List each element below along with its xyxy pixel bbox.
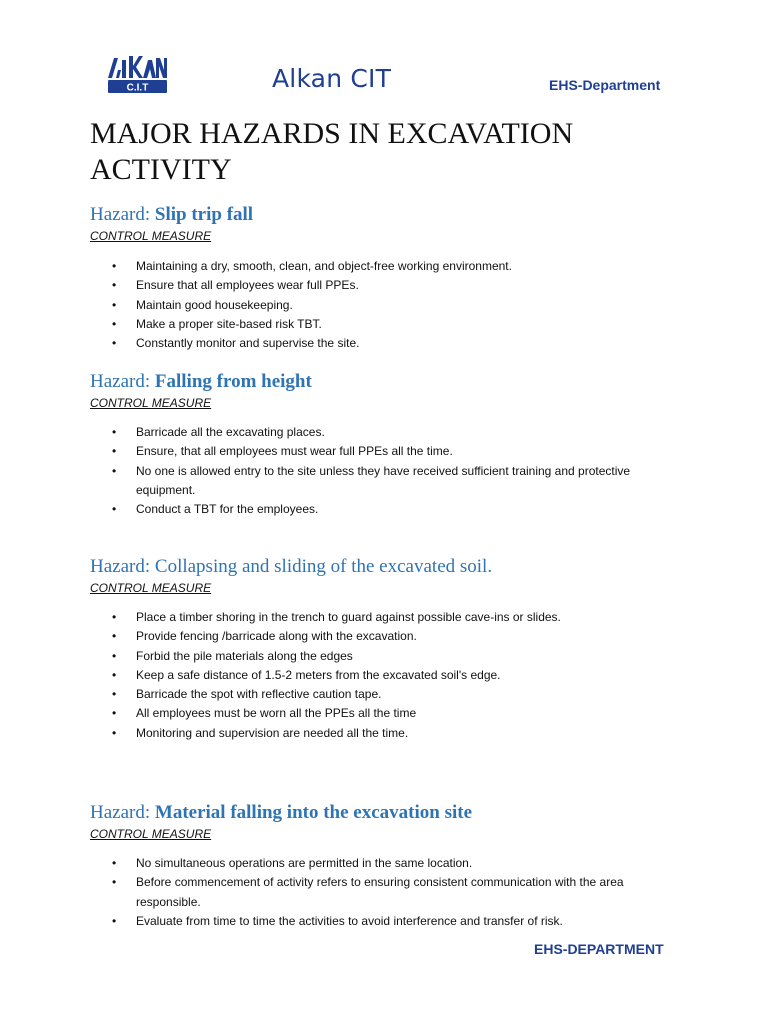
list-item: • Provide fencing /barricade along with the excavation. — [110, 627, 670, 646]
list-item: • Place a timber shoring in the trench to guard against possible cave-ins or slides. — [110, 608, 670, 627]
list-item: • Ensure, that all employees must wear full PPEs all the time. — [110, 442, 670, 461]
hazard-heading — [90, 802, 690, 824]
page-header — [0, 0, 768, 110]
control-measure-label: CONTROL MEASURE — [90, 229, 212, 243]
hazard-section-material-falling — [90, 802, 690, 928]
control-measure-label: CONTROL MEASURE — [90, 581, 212, 595]
hazard-section-slip-trip-fall — [90, 204, 690, 351]
control-measure-list — [110, 423, 670, 519]
hazard-name: Material falling into the excavation site — [154, 802, 473, 823]
control-measure-list — [110, 854, 670, 931]
list-item: • Maintain good housekeeping. — [110, 296, 670, 315]
document-title: MAJOR HAZARDS IN EXCAVATION ACTIVITY — [90, 117, 574, 186]
list-item: • Barricade the spot with reflective caution tape. — [110, 685, 670, 704]
hazard-section-collapsing-soil — [90, 556, 690, 740]
hazard-name: Collapsing and sliding of the excavated soil. — [154, 556, 493, 577]
hazard-prefix: Hazard: — [90, 371, 155, 392]
alkan-logo-icon — [106, 50, 168, 94]
hazard-prefix: Hazard: — [90, 556, 155, 577]
hazard-prefix: Hazard: — [90, 802, 155, 823]
list-item: • Ensure that all employees wear full PPEs. — [110, 276, 670, 295]
logo-subtext: C.I.T — [126, 82, 149, 94]
list-item: • Forbid the pile materials along the edges — [110, 647, 670, 666]
list-item: • Barricade all the excavating places. — [110, 423, 670, 442]
list-item: • Make a proper site-based risk TBT. — [110, 315, 670, 334]
hazard-heading — [90, 556, 690, 578]
list-item: • Keep a safe distance of 1.5-2 meters from the excavated soil's edge. — [110, 666, 670, 685]
list-item: • Conduct a TBT for the employees. — [110, 500, 670, 519]
company-name: Alkan CIT — [272, 64, 392, 93]
list-item: • Maintaining a dry, smooth, clean, and object-free working environment. — [110, 257, 670, 276]
hazard-section-falling-from-height — [90, 371, 690, 517]
control-measure-list — [110, 257, 670, 353]
list-item: • All employees must be worn all the PPEs all the time — [110, 704, 670, 723]
hazard-name: Slip trip fall — [154, 204, 254, 225]
list-item: • Constantly monitor and supervise the site. — [110, 334, 670, 353]
hazard-heading — [90, 204, 690, 226]
hazard-heading — [90, 371, 690, 393]
control-measure-label: CONTROL MEASURE — [90, 827, 212, 841]
control-measure-label: CONTROL MEASURE — [90, 396, 212, 410]
hazard-name: Falling from height — [154, 371, 312, 392]
list-item: • No simultaneous operations are permitted in the same location. — [110, 854, 670, 873]
list-item: • No one is allowed entry to the site unless they have received sufficient training and protective equipment. — [110, 462, 670, 501]
department-label: EHS-Department — [549, 77, 661, 93]
hazard-prefix: Hazard: — [90, 204, 155, 225]
control-measure-list — [110, 608, 670, 743]
list-item: • Evaluate from time to time the activities to avoid interference and transfer of risk. — [110, 912, 670, 931]
footer-department: EHS-DEPARTMENT — [534, 941, 664, 957]
list-item: • Before commencement of activity refers to ensuring consistent communication with the area responsible. — [110, 873, 670, 912]
list-item: • Monitoring and supervision are needed all the time. — [110, 724, 670, 743]
